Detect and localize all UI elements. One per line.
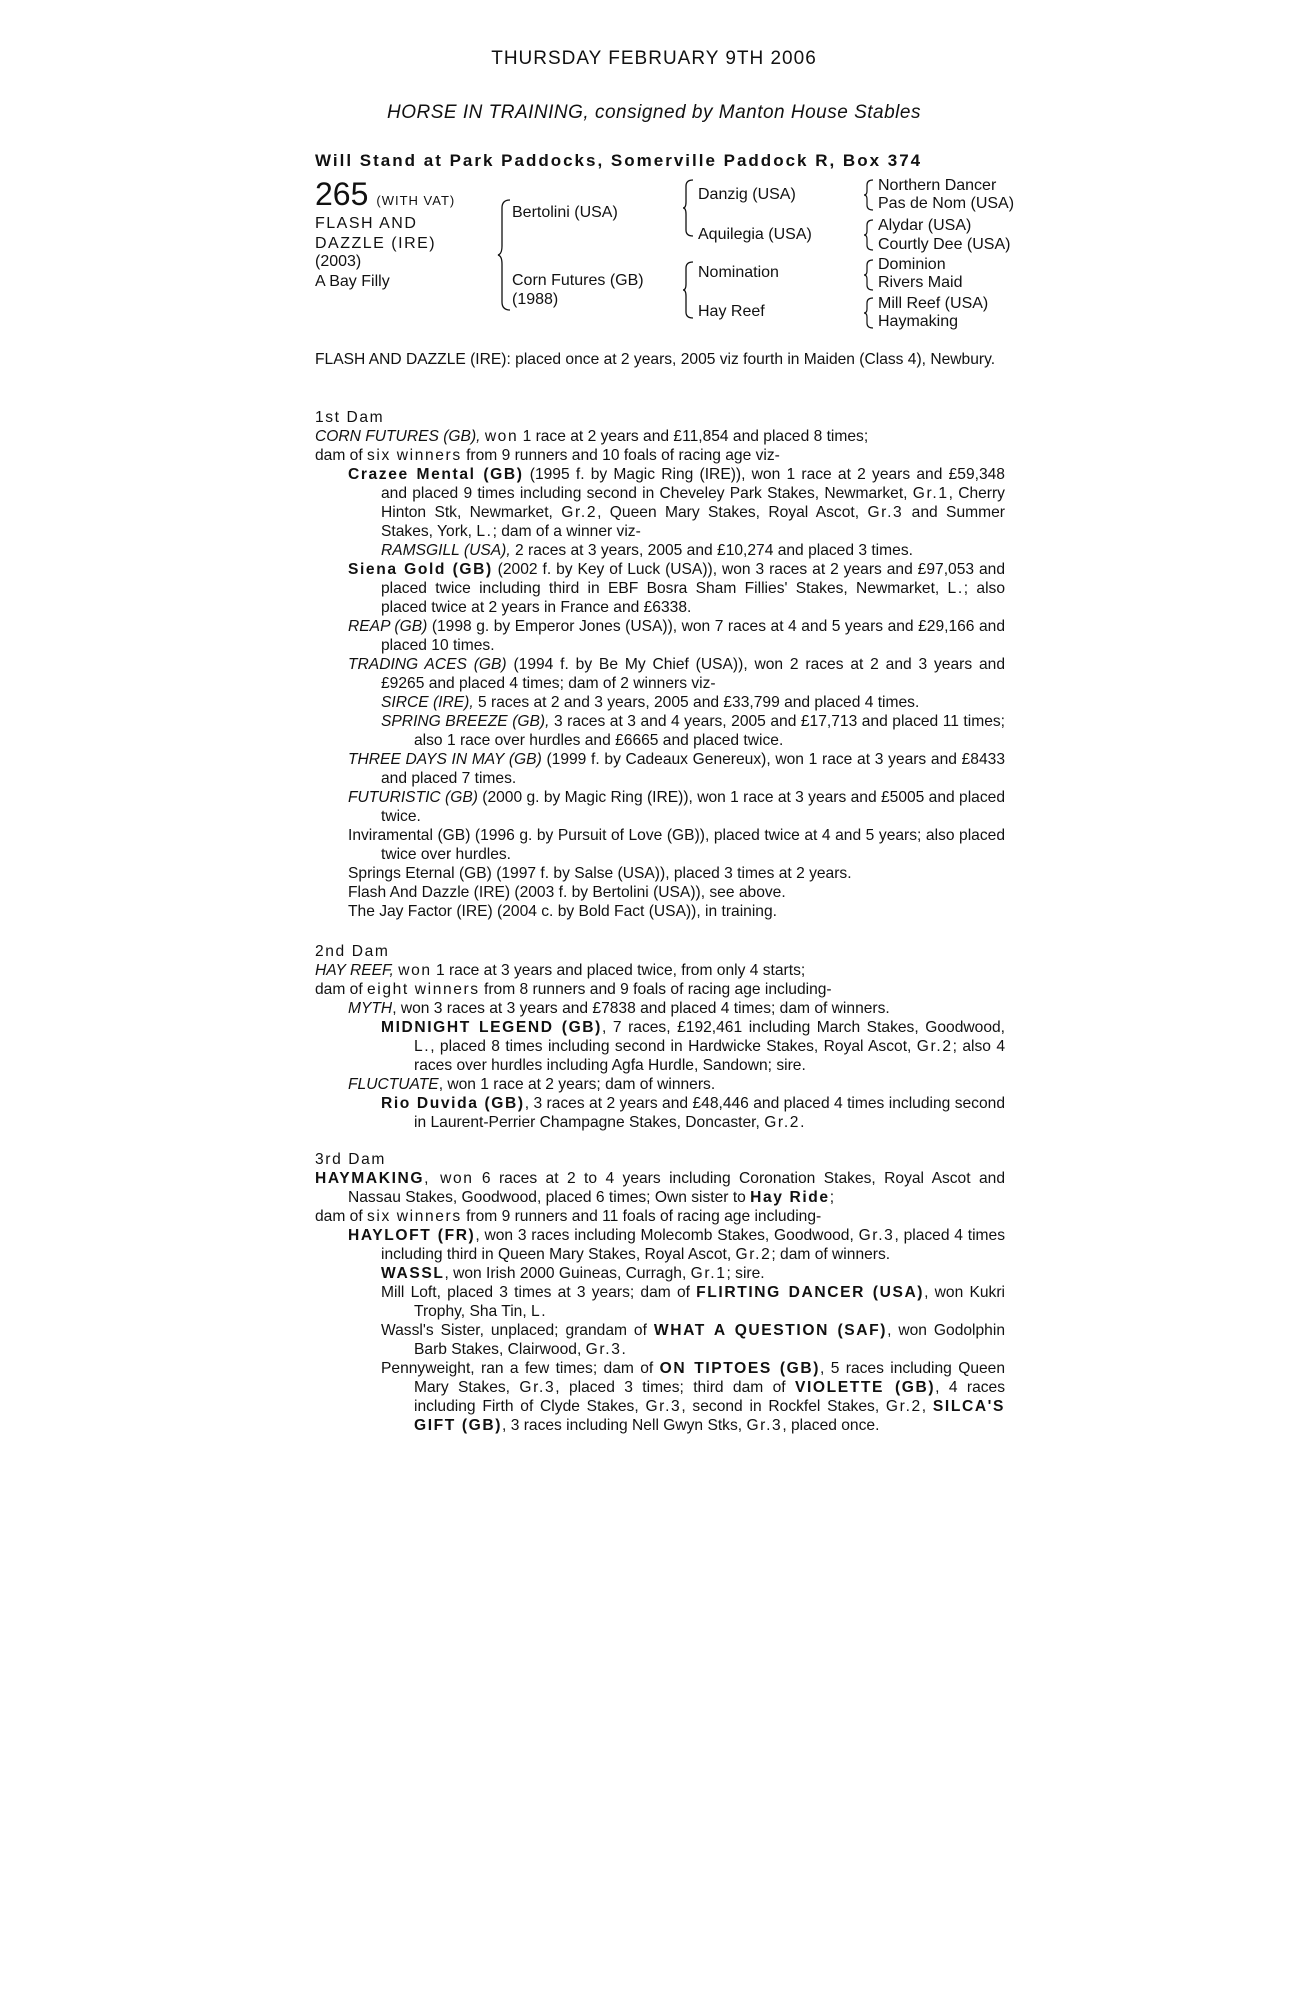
horse-name: [315, 214, 436, 254]
horse-name-line1: FLASH AND: [315, 215, 418, 232]
pedigree-dam-sire: Nomination: [698, 264, 779, 281]
pedigree-g7: Mill Reef (USA): [878, 295, 989, 312]
produce-fluctuate: FLUCTUATE, won 1 race at 2 years; dam of winners.: [348, 1076, 716, 1093]
produce-inviramental: Inviramental (GB) (1996 g. by Pursuit of Love (GB)), placed twice at 4 and 5 years; also placed twice over hurdles.: [348, 827, 1005, 863]
second-dam-heading: 2nd Dam: [315, 943, 390, 960]
consignment-line: HORSE IN TRAINING, consigned by Manton House Stables: [387, 102, 921, 123]
third-dam-produce: dam of six winners from 9 runners and 11 foals of racing age including-: [315, 1208, 822, 1225]
first-dam-section: [315, 408, 1005, 921]
third-dam-heading: 3rd Dam: [315, 1151, 386, 1168]
pedigree-g3: Alydar (USA): [878, 217, 972, 234]
pedigree-brace-g3: [864, 260, 874, 290]
horse-info: [315, 252, 390, 292]
pedigree-g2: Pas de Nom (USA): [878, 195, 1015, 212]
second-dam-produce: dam of eight winners from 8 runners and 9 foals of racing age including-: [315, 981, 832, 998]
first-dam-heading: 1st Dam: [315, 409, 385, 426]
produce-springs-eternal: Springs Eternal (GB) (1997 f. by Salse (USA)), placed 3 times at 2 years.: [348, 865, 852, 882]
horse-name-line2: DAZZLE (IRE): [315, 235, 437, 252]
pedigree-dam-name: Corn Futures (GB): [512, 272, 644, 289]
pedigree-sire: Bertolini (USA): [512, 204, 618, 221]
lot-number: 265: [315, 176, 369, 212]
pedigree-dam: [512, 271, 644, 309]
horse-description: A Bay Filly: [315, 273, 390, 290]
lot-number-block: [315, 176, 455, 213]
stand-location: Will Stand at Park Paddocks, Somerville Paddock R, Box 374: [315, 151, 923, 170]
pedigree-brace-sire: [683, 180, 695, 236]
produce-rio-duvida: Rio Duvida (GB), 3 races at 2 years and £48,446 and placed 4 times including second in Laurent-Perrier Champagne Stakes, Doncaster, Gr.2.: [381, 1095, 1005, 1131]
pedigree-brace-dam: [683, 262, 695, 318]
produce-spring-breeze: SPRING BREEZE (GB), 3 races at 3 and 4 years, 2005 and £17,713 and placed 11 times; also 1 race over hurdles and £6665 and placed twice.: [381, 713, 1006, 749]
produce-flash-and-dazzle: Flash And Dazzle (IRE) (2003 f. by Bertolini (USA)), see above.: [348, 884, 786, 901]
produce-midnight-legend: MIDNIGHT LEGEND (GB), 7 races, £192,461 including March Stakes, Goodwood, L., placed 8 times including second in Hardwicke Stakes, Royal Ascot, Gr.2; also 4 races over hurdles including Agfa Hurdle, Sandown; sire.: [381, 1019, 1006, 1074]
pedigree-brace-main: [498, 200, 512, 310]
first-dam-record: CORN FUTURES (GB), won 1 race at 2 years and £11,854 and placed 8 times;: [315, 428, 869, 445]
pedigree-dam-year: (1988): [512, 291, 559, 308]
produce-pennyweight: Pennyweight, ran a few times; dam of ON TIPTOES (GB), 5 races including Queen Mary Stakes, Gr.3, placed 3 times; third dam of VIOLETTE (GB), 4 races including Firth of Clyde Stakes, Gr.3, second in Rockfel Stakes, Gr.2, SILCA'S GIFT (GB), 3 races including Nell Gwyn Stks, Gr.3, placed once.: [381, 1360, 1006, 1434]
sale-date: THURSDAY FEBRUARY 9TH 2006: [491, 48, 817, 69]
foaling-year: (2003): [315, 253, 362, 270]
pedigree-brace-g1: [864, 180, 874, 210]
pedigree-sire-dam: Aquilegia (USA): [698, 226, 812, 243]
produce-myth: MYTH, won 3 races at 3 years and £7838 and placed 4 times; dam of winners.: [348, 1000, 890, 1017]
first-dam-produce: dam of six winners from 9 runners and 10 foals of racing age viz-: [315, 447, 780, 464]
produce-hayloft: HAYLOFT (FR), won 3 races including Molecomb Stakes, Goodwood, Gr.3, placed 4 times including third in Queen Mary Stakes, Royal Ascot, Gr.2; dam of winners.: [348, 1227, 1005, 1263]
pedigree-sire-sire: Danzig (USA): [698, 186, 796, 203]
pedigree-g5: Dominion: [878, 256, 946, 273]
pedigree-brace-g2: [864, 220, 874, 250]
produce-mill-loft: Mill Loft, placed 3 times at 3 years; dam of FLIRTING DANCER (USA), won Kukri Trophy, Sha Tin, L.: [381, 1284, 1005, 1320]
produce-crazee-mental: Crazee Mental (GB) (1995 f. by Magic Ring (IRE)), won 1 race at 2 years and £59,348 and placed 9 times including second in Cheveley Park Stakes, Newmarket, Gr.1, Cherry Hinton Stk, Newmarket, Gr.2, Queen Mary Stakes, Royal Ascot, Gr.3 and Summer Stakes, York, L.; dam of a winner viz-: [348, 466, 1005, 540]
produce-futuristic: FUTURISTIC (GB) (2000 g. by Magic Ring (IRE)), won 1 race at 3 years and £5005 and placed twice.: [348, 789, 1005, 825]
produce-three-days-in-may: THREE DAYS IN MAY (GB) (1999 f. by Cadeaux Genereux), won 1 race at 3 years and £8433 and placed 7 times.: [348, 751, 1005, 787]
third-dam-section: [315, 1150, 1005, 1435]
produce-wassls-sister: Wassl's Sister, unplaced; grandam of WHAT A QUESTION (SAF), won Godolphin Barb Stakes, Clairwood, Gr.3.: [381, 1322, 1005, 1358]
pedigree-g4: Courtly Dee (USA): [878, 236, 1011, 253]
pedigree-dam-dam: Hay Reef: [698, 303, 765, 320]
produce-wassl: WASSL, won Irish 2000 Guineas, Curragh, Gr.1; sire.: [381, 1265, 765, 1282]
produce-reap: REAP (GB) (1998 g. by Emperor Jones (USA)), won 7 races at 4 and 5 years and £29,166 and placed 10 times.: [348, 618, 1005, 654]
produce-ramsgill: RAMSGILL (USA), 2 races at 3 years, 2005 and £10,274 and placed 3 times.: [381, 542, 913, 559]
third-dam-record: HAYMAKING, won 6 races at 2 to 4 years including Coronation Stakes, Royal Ascot and Nassau Stakes, Goodwood, placed 6 times; Own sister to Hay Ride;: [315, 1170, 1005, 1206]
produce-sirce: SIRCE (IRE), 5 races at 2 and 3 years, 2005 and £33,799 and placed 4 times.: [381, 694, 920, 711]
second-dam-section: [315, 942, 1005, 1132]
lot-summary: [315, 350, 1005, 369]
pedigree-brace-g4: [864, 298, 874, 328]
vat-note: (WITH VAT): [376, 193, 456, 208]
pedigree-g6: Rivers Maid: [878, 274, 963, 291]
produce-the-jay-factor: The Jay Factor (IRE) (2004 c. by Bold Fact (USA)), in training.: [348, 903, 777, 920]
summary-text: FLASH AND DAZZLE (IRE): placed once at 2 years, 2005 viz fourth in Maiden (Class 4), Newbury.: [315, 351, 996, 368]
produce-siena-gold: Siena Gold (GB) (2002 f. by Key of Luck (USA)), won 3 races at 2 years and £97,053 and placed twice including third in EBF Bosra Sham Fillies' Stakes, Newmarket, L.; also placed twice at 2 years in France and £6338.: [348, 561, 1005, 616]
pedigree-g8: Haymaking: [878, 313, 959, 330]
produce-trading-aces: TRADING ACES (GB) (1994 f. by Be My Chief (USA)), won 2 races at 2 and 3 years and £9265 and placed 4 times; dam of 2 winners viz-: [348, 656, 1005, 692]
second-dam-record: HAY REEF, won 1 race at 3 years and placed twice, from only 4 starts;: [315, 962, 806, 979]
pedigree-g1: Northern Dancer: [878, 177, 997, 194]
